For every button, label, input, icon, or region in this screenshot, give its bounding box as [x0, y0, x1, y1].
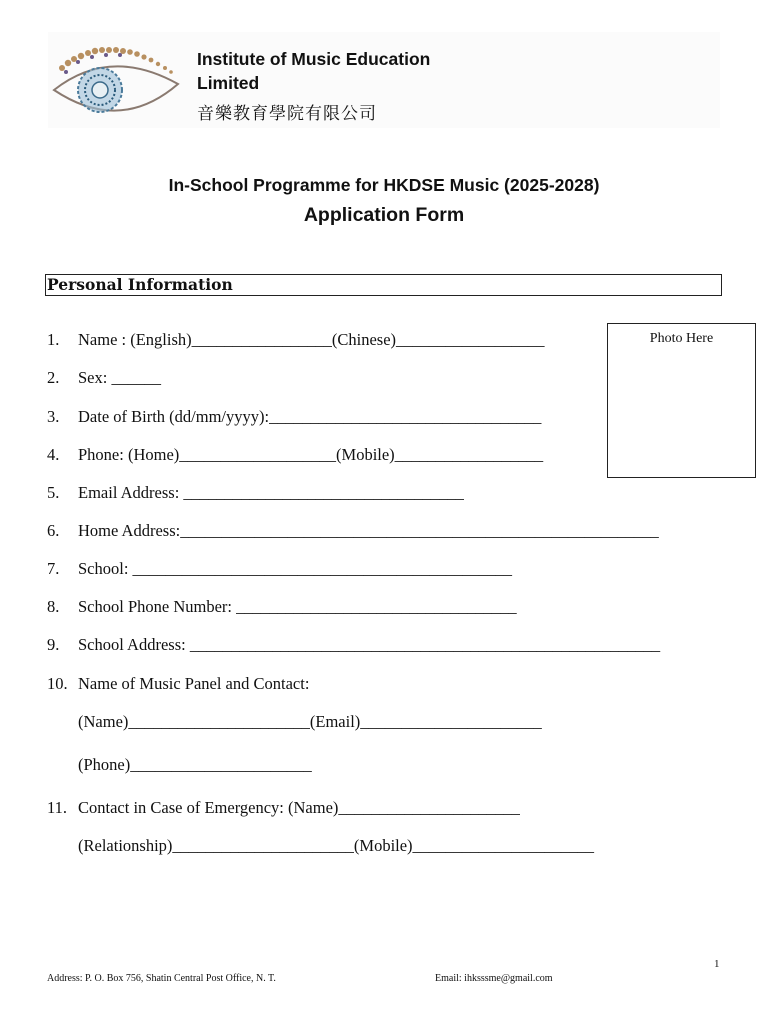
field-music-panel-phone[interactable]: [47, 755, 312, 775]
field-name[interactable]: [47, 330, 545, 350]
eye-logo-icon: [50, 38, 184, 122]
field-text: Phone: (Home)___________________(Mobile)__________________: [78, 445, 544, 464]
footer-email: Email: ihksssme@gmail.com: [435, 973, 553, 984]
field-number: 8.: [47, 597, 60, 616]
section-header-box: [45, 274, 722, 296]
page-number: 1: [714, 958, 720, 970]
field-text: Sex: ______: [78, 368, 161, 387]
field-number: 2.: [47, 368, 60, 387]
field-school-address[interactable]: [47, 635, 660, 655]
field-number: 9.: [47, 635, 60, 654]
field-school-phone[interactable]: [47, 597, 517, 617]
field-text: (Relationship)______________________(Mobile)______________________: [78, 836, 595, 855]
footer-address: Address: P. O. Box 756, Shatin Central Post Office, N. T.: [47, 973, 276, 984]
field-text: (Name)______________________(Email)______________________: [78, 712, 542, 731]
field-emergency-relationship-mobile[interactable]: [47, 836, 594, 856]
field-home-address[interactable]: [47, 521, 659, 541]
field-number: 1.: [47, 330, 60, 349]
photo-box[interactable]: [607, 323, 756, 478]
programme-title: In-School Programme for HKDSE Music (2025-2028): [168, 175, 600, 195]
field-sex[interactable]: [47, 368, 161, 388]
form-title: Application Form: [303, 204, 465, 226]
organization-name-line-2: Limited: [197, 73, 260, 93]
field-email-address[interactable]: [47, 483, 464, 503]
field-phone[interactable]: [47, 445, 543, 465]
field-number: 6.: [47, 521, 60, 540]
field-school[interactable]: [47, 559, 512, 579]
field-music-panel-heading: [47, 674, 309, 694]
field-number: 3.: [47, 407, 60, 426]
field-number: 5.: [47, 483, 60, 502]
field-date-of-birth[interactable]: [47, 407, 541, 427]
field-text: Date of Birth (dd/mm/yyyy):_________________________________: [78, 407, 542, 426]
field-text: Name of Music Panel and Contact:: [78, 674, 310, 693]
field-text: Name : (English)_________________(Chinese)__________________: [78, 330, 545, 349]
field-text: School Phone Number: __________________________________: [78, 597, 517, 616]
field-text: Home Address:__________________________________________________________: [78, 521, 659, 540]
field-number: 4.: [47, 445, 60, 464]
field-emergency-contact-name[interactable]: [47, 798, 520, 818]
field-text: Email Address: __________________________________: [78, 483, 464, 502]
field-text: School Address: _________________________________________________________: [78, 635, 661, 654]
organization-name: [197, 47, 430, 95]
field-music-panel-name-email[interactable]: [47, 712, 542, 732]
field-number: 10.: [47, 674, 68, 693]
field-number: 7.: [47, 559, 60, 578]
organization-name-line-1: Institute of Music Education: [197, 49, 431, 69]
field-text: Contact in Case of Emergency: (Name)______________________: [78, 798, 520, 817]
section-title: Personal Information: [47, 275, 233, 294]
photo-label: Photo Here: [649, 331, 714, 346]
field-text: (Phone)______________________: [78, 755, 312, 774]
field-text: School: ______________________________________________: [78, 559, 513, 578]
field-number: 11.: [47, 798, 68, 817]
organization-name-chinese: 音樂教育學院有限公司: [197, 104, 377, 124]
